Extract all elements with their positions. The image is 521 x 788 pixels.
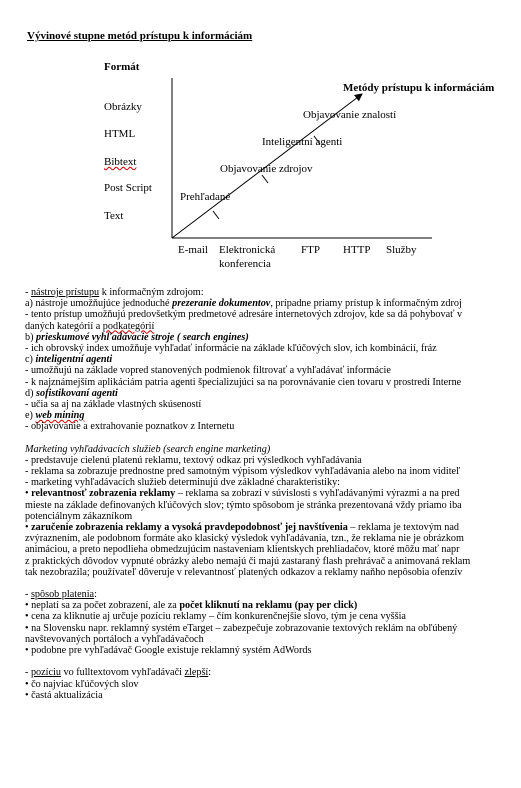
text-line: • na Slovensku napr. reklamný systém eTarget – zabezpečuje zobrazovanie textových reklám na obľúbený (25, 622, 458, 634)
text-line: - k najznámejším aplikáciám patria agenti špecializujúci sa na porovnávanie cien tovaru v prostredí Interne (25, 376, 462, 388)
text-line: b) prieskumové vyhľadávacie stroje ( search engines) (25, 331, 249, 343)
text-line: • relevantnosť zobrazenia reklamy – reklama sa zobrazí v súvislosti s vyhľadávanými výrazmi a na pred (25, 488, 460, 500)
x-label-ftp: FTP (301, 244, 320, 256)
text-line: z praktických dôvodov vypnuté obrázky alebo nemajú či majú zastaraný flash prehrávač a animovaná reklam (25, 555, 471, 567)
x-label-elektronicka: Elektronická (219, 244, 276, 256)
x-axis-title: Metódy prístupu k informáciám (343, 82, 495, 94)
text-line: - učia sa aj na základe vlastných skúseností (25, 398, 202, 410)
text-line: d) sofistikovaní agenti (25, 387, 118, 399)
text-line: potenciálnym zákazníkom (25, 510, 133, 522)
text-line: daných kategórií a podkategórií (25, 320, 155, 332)
text-line: e) web mining (25, 410, 85, 422)
y-axis-title: Formát (104, 61, 140, 73)
text-line: navštevovaných portáloch a vyhľadávačoch (25, 633, 204, 645)
text-line: a) nástroje umožňujúce jednoduché prezeranie dokumentov, prípadne priamy prístup k informačným zdroj (25, 298, 462, 310)
text-line: • cena za kliknutie aj určuje pozíciu reklamy – čím konkurenčnejšie slovo, tým je cena vyššia (25, 611, 406, 623)
x-label-email: E-mail (178, 244, 208, 256)
stage-label-inteligentni-agenti: Inteligentní agenti (262, 136, 343, 148)
page-title: Vývinové stupne metód prístupu k informáciám (27, 30, 253, 42)
text-line: - spôsob platenia: (25, 589, 97, 601)
text-line: c) inteligentní agenti (25, 354, 113, 366)
stage-label-objavovanie-zdrojov: Objavovanie zdrojov (220, 163, 313, 175)
text-line: mieste na základe definovaných kľúčových slov; týmto spôsobom je stránka prezentovaná vždy priamo iba (25, 499, 462, 511)
text-line: • neplatí sa za počet zobrazení, ale za počet kliknutí na reklamu (pay per click) (25, 600, 358, 612)
y-label-bibtext: Bibtext (104, 156, 137, 168)
y-label-text: Text (104, 210, 124, 222)
arrow-tick (262, 175, 268, 183)
text-line: - marketing vyhľadávacích služieb determinujú dve základné charakteristiky: (25, 477, 341, 489)
y-label-html: HTML (104, 128, 136, 140)
text-line: - tento prístup umožňujú predovšetkým predmetové adresáre internetových zdrojov, kde sa dá pohybovať v (25, 309, 463, 321)
text-line: • čo najviac kľúčových slov (25, 678, 139, 690)
arrow-tick (213, 211, 219, 219)
text-line: zvýraznením, ale podobnom formáte ako klasický výsledok vyhľadávania, tzn., že reklama nie je obrázkom (25, 533, 464, 545)
text-line: tak nezobrazila; používateľ dôveruje v relevantnosť platených odkazov a reklamy naňho nepôsobia ofenzív (25, 566, 463, 578)
text-line: - umožňujú na základe vopred stanovených podmienok filtrovať a vyhľadávať informácie (25, 365, 391, 377)
text-line: animáciou, a preto nepodlieha obmedzujúcim nastaveniam klientskych prehliadačov, ktoré môžu mať napr (25, 544, 460, 556)
text-line: - pozíciu vo fulltextovom vyhľadávači zlepší: (25, 667, 212, 679)
y-label-obrazky: Obrázky (104, 101, 142, 113)
body-text (25, 287, 521, 701)
y-label-postscript: Post Script (104, 182, 152, 194)
text-line: - objavovanie a extrahovanie poznatkov z Internetu (25, 421, 235, 433)
text-line: - ich obrovský index umožňuje vyhľadať informácie na základe kľúčových slov, ich kombinácií, fráz (25, 342, 437, 354)
stage-label-objavovanie-znalosti: Objavovanie znalostí (303, 109, 397, 121)
text-line: Marketing vyhľadávacích služieb (search engine marketing) (25, 443, 271, 455)
text-line: • častá aktualizácia (25, 689, 103, 701)
text-line: • podobne pre vyhľadávač Google existuje reklamný systém AdWords (25, 645, 312, 656)
x-label-http: HTTP (343, 244, 371, 256)
text-line: - reklama sa zobrazuje prednostne pred samotným výpisom výsledkov vyhľadávania alebo na inom viditeľ (25, 466, 461, 477)
text-line: - nástroje prístupu k informačným zdrojom: (25, 287, 204, 298)
x-label-sluzby: Služby (386, 244, 417, 256)
text-line: - predstavuje cielenú platenú reklamu, textový odkaz pri výsledkoch vyhľadávania (25, 454, 362, 466)
text-line: • zaručenie zobrazenia reklamy a vysoká pravdepodobnosť jej navštívenia – reklama je textovým nad (25, 521, 459, 533)
stage-label-prehladane: Prehľadané (180, 191, 231, 203)
x-label-konferencia: konferencia (219, 258, 271, 270)
